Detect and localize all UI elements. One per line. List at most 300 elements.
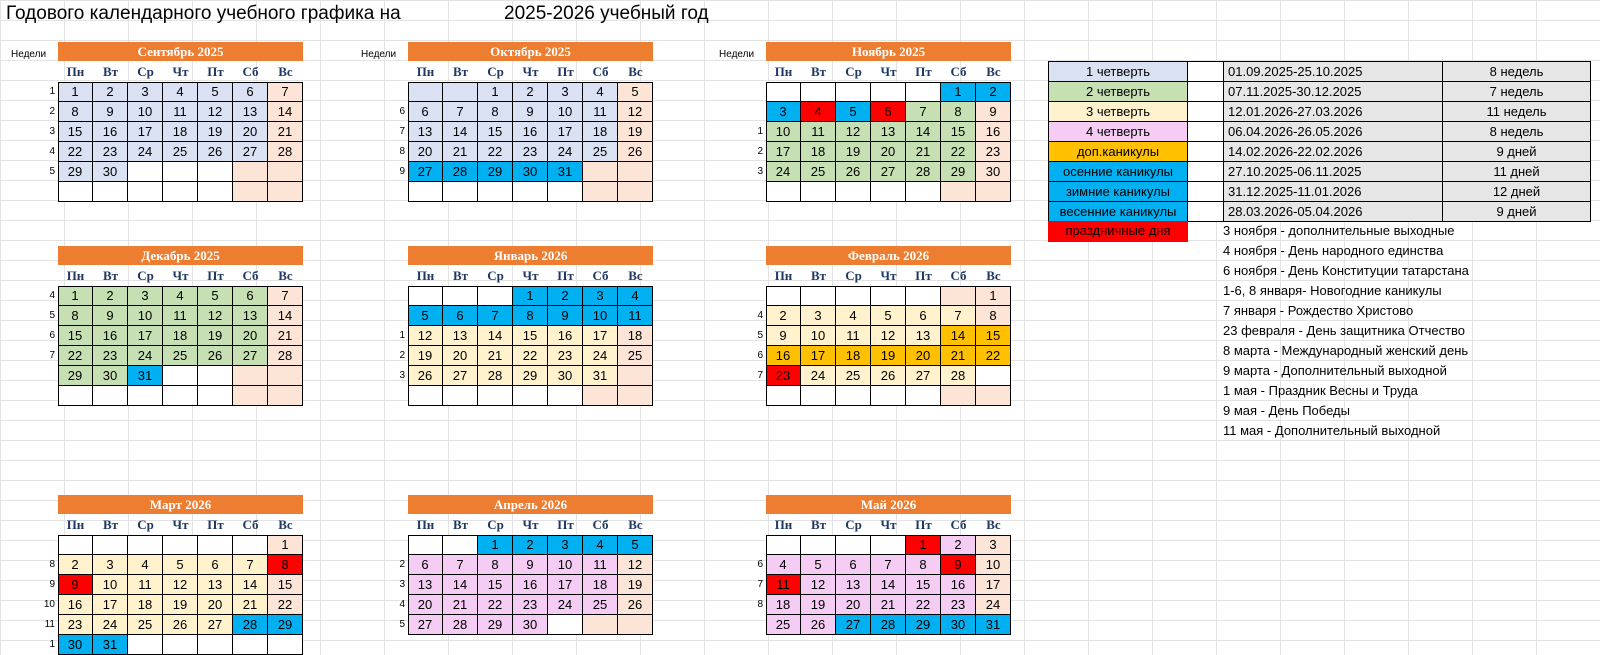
day-cell: 16 [513, 575, 548, 595]
empty-day-cell [583, 615, 618, 635]
day-cell: 21 [443, 595, 478, 615]
day-cell: 10 [976, 555, 1011, 575]
empty-day-cell [766, 82, 801, 102]
day-cell: 17 [548, 575, 583, 595]
day-cell: 6 [871, 102, 906, 122]
legend-duration: 8 недель [1443, 121, 1591, 142]
empty-day-cell [408, 535, 443, 555]
day-cell: 29 [478, 162, 513, 182]
day-cell: 28 [443, 162, 478, 182]
day-cell: 6 [906, 306, 941, 326]
empty-day-cell [478, 386, 513, 406]
day-cell: 4 [128, 555, 163, 575]
empty-day-cell [268, 162, 303, 182]
day-cell: 12 [198, 306, 233, 326]
day-cell: 20 [906, 346, 941, 366]
day-cell: 27 [198, 615, 233, 635]
day-cell: 30 [941, 615, 976, 635]
empty-day-cell [163, 366, 198, 386]
month-title: Январь 2026 [408, 246, 653, 265]
weekday-header: Сб [242, 517, 259, 532]
day-cell: 18 [836, 346, 871, 366]
day-cell: 20 [836, 595, 871, 615]
day-cell: 21 [871, 595, 906, 615]
day-cell: 1 [513, 286, 548, 306]
empty-day-cell [871, 535, 906, 555]
day-cell: 24 [548, 595, 583, 615]
week-number: 5 [757, 330, 763, 341]
day-cell: 9 [93, 306, 128, 326]
weekday-header: Пн [774, 268, 793, 283]
empty-day-cell [233, 535, 268, 555]
day-cell: 15 [478, 575, 513, 595]
month-title: Сентябрь 2025 [58, 42, 303, 61]
month-title: Октябрь 2025 [408, 42, 653, 61]
weekday-header: Сб [242, 268, 259, 283]
empty-day-cell [408, 286, 443, 306]
day-cell: 16 [93, 122, 128, 142]
day-cell: 14 [906, 122, 941, 142]
week-number: 6 [399, 106, 405, 117]
week-number: 7 [757, 579, 763, 590]
day-cell: 25 [801, 162, 836, 182]
day-cell: 11 [163, 102, 198, 122]
empty-day-cell [583, 162, 618, 182]
weekday-header: Вт [452, 517, 469, 532]
empty-day-cell [801, 386, 836, 406]
day-cell: 4 [801, 102, 836, 122]
day-cell: 21 [443, 142, 478, 162]
legend-gap [1188, 81, 1223, 102]
day-cell: 26 [408, 366, 443, 386]
day-cell: 8 [906, 555, 941, 575]
day-cell: 27 [871, 162, 906, 182]
day-cell: 31 [93, 635, 128, 655]
weekday-header: Пт [207, 268, 224, 283]
day-cell: 6 [198, 555, 233, 575]
day-cell: 22 [513, 346, 548, 366]
day-cell: 19 [836, 142, 871, 162]
empty-day-cell [548, 386, 583, 406]
day-cell: 7 [268, 286, 303, 306]
empty-day-cell [93, 535, 128, 555]
weekday-header: Ср [137, 268, 154, 283]
weekday-header: Вт [810, 64, 827, 79]
legend-period-name: зимние каникулы [1048, 181, 1188, 202]
empty-day-cell [58, 535, 93, 555]
empty-day-cell [93, 386, 128, 406]
day-cell: 2 [976, 82, 1011, 102]
day-cell: 3 [548, 82, 583, 102]
day-cell: 26 [198, 346, 233, 366]
legend-duration: 11 дней [1443, 161, 1591, 182]
day-cell: 31 [976, 615, 1011, 635]
empty-day-cell [128, 162, 163, 182]
week-number: 3 [757, 166, 763, 177]
legend-duration: 9 дней [1443, 201, 1591, 222]
day-cell: 5 [801, 555, 836, 575]
legend-date-range: 12.01.2026-27.03.2026 [1223, 101, 1443, 122]
legend-period-name: доп.каникулы [1048, 141, 1188, 162]
weekday-header: Чт [522, 64, 539, 79]
week-number: 1 [757, 126, 763, 137]
legend-duration: 12 дней [1443, 181, 1591, 202]
weekday-header: Чт [522, 268, 539, 283]
empty-day-cell [443, 182, 478, 202]
week-number: 8 [757, 599, 763, 610]
day-cell: 14 [443, 122, 478, 142]
day-cell: 24 [766, 162, 801, 182]
day-cell: 7 [443, 102, 478, 122]
day-cell: 29 [906, 615, 941, 635]
day-cell: 19 [198, 122, 233, 142]
week-number: 2 [757, 146, 763, 157]
empty-day-cell [128, 535, 163, 555]
empty-day-cell [268, 366, 303, 386]
empty-day-cell [976, 386, 1011, 406]
day-cell: 22 [478, 142, 513, 162]
weekday-header: Пт [557, 64, 574, 79]
week-number: 5 [49, 166, 55, 177]
page-title: Годового календарного учебного графика на [6, 3, 401, 24]
day-cell: 11 [583, 102, 618, 122]
day-cell: 30 [93, 366, 128, 386]
day-cell: 16 [513, 122, 548, 142]
weekday-header: Пн [66, 517, 85, 532]
day-cell: 14 [233, 575, 268, 595]
day-cell: 1 [268, 535, 303, 555]
legend-period-name: 3 четверть [1048, 101, 1188, 122]
day-cell: 25 [766, 615, 801, 635]
empty-day-cell [268, 386, 303, 406]
day-cell: 12 [163, 575, 198, 595]
day-cell: 17 [93, 595, 128, 615]
empty-day-cell [836, 286, 871, 306]
day-cell: 9 [766, 326, 801, 346]
weekday-header: Пт [915, 517, 932, 532]
week-number: 5 [49, 310, 55, 321]
day-cell: 13 [906, 326, 941, 346]
day-cell: 19 [198, 326, 233, 346]
day-cell: 6 [233, 82, 268, 102]
weekday-header: Ср [487, 268, 504, 283]
holiday-list-item: 9 марта - Дополнительный выходной [1223, 363, 1447, 378]
day-cell: 1 [478, 82, 513, 102]
holiday-list-item: 11 мая - Дополнительный выходной [1223, 423, 1441, 438]
legend-period-name: 2 четверть [1048, 81, 1188, 102]
day-cell: 7 [871, 555, 906, 575]
weekday-header: Вс [986, 268, 1001, 283]
week-number: 6 [49, 330, 55, 341]
day-cell: 29 [268, 615, 303, 635]
day-cell: 11 [128, 575, 163, 595]
day-cell: 25 [618, 346, 653, 366]
weekday-header: Пт [207, 64, 224, 79]
day-cell: 6 [443, 306, 478, 326]
empty-day-cell [198, 162, 233, 182]
empty-day-cell [128, 635, 163, 655]
empty-day-cell [871, 286, 906, 306]
day-cell: 15 [478, 122, 513, 142]
weekday-header: Пт [915, 64, 932, 79]
weekday-header: Пн [416, 64, 435, 79]
day-cell: 1 [941, 82, 976, 102]
day-cell: 20 [233, 122, 268, 142]
week-number: 4 [49, 290, 55, 301]
day-cell: 13 [198, 575, 233, 595]
day-cell: 20 [443, 346, 478, 366]
day-cell: 19 [871, 346, 906, 366]
day-cell: 26 [836, 162, 871, 182]
empty-day-cell [233, 366, 268, 386]
weekday-header: Пн [774, 517, 793, 532]
day-cell: 22 [906, 595, 941, 615]
day-cell: 18 [163, 326, 198, 346]
empty-day-cell [163, 182, 198, 202]
empty-day-cell [801, 82, 836, 102]
day-cell: 31 [128, 366, 163, 386]
day-cell: 17 [128, 326, 163, 346]
day-cell: 23 [976, 142, 1011, 162]
week-number: 7 [399, 126, 405, 137]
day-cell: 1 [976, 286, 1011, 306]
week-number: 3 [49, 126, 55, 137]
day-cell: 14 [478, 326, 513, 346]
day-cell: 23 [93, 346, 128, 366]
empty-day-cell [618, 162, 653, 182]
empty-day-cell [163, 535, 198, 555]
school-year-title: 2025-2026 учебный год [504, 3, 709, 24]
day-cell: 23 [941, 595, 976, 615]
day-cell: 30 [58, 635, 93, 655]
day-cell: 24 [801, 366, 836, 386]
empty-day-cell [408, 182, 443, 202]
day-cell: 4 [766, 555, 801, 575]
empty-day-cell [443, 535, 478, 555]
day-cell: 10 [93, 575, 128, 595]
weekday-header: Сб [950, 268, 967, 283]
legend-duration: 11 недель [1443, 101, 1591, 122]
empty-day-cell [478, 182, 513, 202]
day-cell: 11 [618, 306, 653, 326]
weekday-header: Ср [487, 517, 504, 532]
day-cell: 27 [408, 615, 443, 635]
empty-day-cell [268, 182, 303, 202]
weekday-header: Пт [557, 268, 574, 283]
day-cell: 26 [618, 142, 653, 162]
day-cell: 2 [548, 286, 583, 306]
day-cell: 29 [478, 615, 513, 635]
holiday-list-item: 9 мая - День Победы [1223, 403, 1350, 418]
day-cell: 18 [128, 595, 163, 615]
weekday-header: Ср [845, 64, 862, 79]
weekday-header: Вс [628, 268, 643, 283]
day-cell: 14 [871, 575, 906, 595]
day-cell: 25 [163, 346, 198, 366]
legend-period-name: 4 четверть [1048, 121, 1188, 142]
empty-day-cell [583, 386, 618, 406]
empty-day-cell [513, 386, 548, 406]
week-number: 9 [399, 166, 405, 177]
day-cell: 27 [836, 615, 871, 635]
empty-day-cell [618, 182, 653, 202]
weekday-header: Чт [172, 64, 189, 79]
day-cell: 3 [128, 286, 163, 306]
empty-day-cell [198, 535, 233, 555]
empty-day-cell [233, 182, 268, 202]
day-cell: 27 [233, 346, 268, 366]
weekday-header: Вс [278, 268, 293, 283]
day-cell: 3 [93, 555, 128, 575]
week-number: 2 [49, 106, 55, 117]
legend-date-range: 28.03.2026-05.04.2026 [1223, 201, 1443, 222]
day-cell: 10 [801, 326, 836, 346]
day-cell: 10 [128, 306, 163, 326]
day-cell: 14 [268, 306, 303, 326]
weekday-header: Ср [845, 268, 862, 283]
holiday-list-item: 1-6, 8 января- Новогодние каникулы [1223, 283, 1442, 298]
empty-day-cell [58, 386, 93, 406]
day-cell: 7 [233, 555, 268, 575]
day-cell: 23 [513, 142, 548, 162]
holiday-legend-label: праздничные дня [1048, 221, 1188, 242]
day-cell: 5 [871, 306, 906, 326]
day-cell: 10 [128, 102, 163, 122]
week-number: 2 [399, 559, 405, 570]
weekday-header: Чт [172, 517, 189, 532]
day-cell: 15 [976, 326, 1011, 346]
day-cell: 31 [548, 162, 583, 182]
empty-day-cell [766, 386, 801, 406]
day-cell: 2 [513, 82, 548, 102]
week-number: 7 [49, 350, 55, 361]
day-cell: 4 [618, 286, 653, 306]
day-cell: 24 [128, 142, 163, 162]
day-cell: 30 [513, 615, 548, 635]
empty-day-cell [233, 386, 268, 406]
day-cell: 13 [836, 575, 871, 595]
legend-period-name: 1 четверть [1048, 61, 1188, 82]
day-cell: 16 [93, 326, 128, 346]
weekday-header: Сб [592, 517, 609, 532]
empty-day-cell [198, 182, 233, 202]
day-cell: 20 [198, 595, 233, 615]
day-cell: 20 [408, 595, 443, 615]
day-cell: 18 [583, 122, 618, 142]
day-cell: 7 [906, 102, 941, 122]
weekday-header: Вт [452, 64, 469, 79]
weekday-header: Ср [845, 517, 862, 532]
day-cell: 28 [233, 615, 268, 635]
legend-date-range: 14.02.2026-22.02.2026 [1223, 141, 1443, 162]
day-cell: 18 [583, 575, 618, 595]
day-cell: 11 [801, 122, 836, 142]
legend-duration: 9 дней [1443, 141, 1591, 162]
day-cell: 18 [766, 595, 801, 615]
day-cell: 23 [93, 142, 128, 162]
legend-period-name: осенние каникулы [1048, 161, 1188, 182]
day-cell: 21 [478, 346, 513, 366]
day-cell: 12 [871, 326, 906, 346]
day-cell: 8 [268, 555, 303, 575]
day-cell: 1 [58, 82, 93, 102]
day-cell: 12 [618, 555, 653, 575]
empty-day-cell [766, 182, 801, 202]
day-cell: 25 [836, 366, 871, 386]
weekday-header: Сб [592, 64, 609, 79]
week-number: 1 [399, 330, 405, 341]
day-cell: 5 [836, 102, 871, 122]
day-cell: 24 [583, 346, 618, 366]
day-cell: 31 [583, 366, 618, 386]
weekday-header: Вс [278, 64, 293, 79]
holiday-list-item: 23 февраля - День защитника Отчество [1223, 323, 1466, 338]
day-cell: 17 [766, 142, 801, 162]
day-cell: 5 [408, 306, 443, 326]
day-cell: 15 [58, 122, 93, 142]
legend-date-range: 07.11.2025-30.12.2025 [1223, 81, 1443, 102]
day-cell: 13 [871, 122, 906, 142]
empty-day-cell [128, 386, 163, 406]
day-cell: 7 [443, 555, 478, 575]
day-cell: 7 [941, 306, 976, 326]
empty-day-cell [941, 182, 976, 202]
day-cell: 18 [163, 122, 198, 142]
empty-day-cell [583, 182, 618, 202]
empty-day-cell [618, 366, 653, 386]
day-cell: 13 [408, 122, 443, 142]
day-cell: 3 [766, 102, 801, 122]
day-cell: 8 [976, 306, 1011, 326]
day-cell: 13 [443, 326, 478, 346]
weekday-header: Вт [810, 268, 827, 283]
legend-gap [1188, 161, 1223, 182]
empty-day-cell [233, 635, 268, 655]
weekday-header: Сб [242, 64, 259, 79]
empty-day-cell [198, 635, 233, 655]
day-cell: 15 [513, 326, 548, 346]
day-cell: 6 [408, 102, 443, 122]
day-cell: 27 [233, 142, 268, 162]
day-cell: 9 [93, 102, 128, 122]
day-cell: 11 [163, 306, 198, 326]
day-cell: 17 [548, 122, 583, 142]
day-cell: 15 [58, 326, 93, 346]
day-cell: 2 [93, 286, 128, 306]
legend-date-range: 06.04.2026-26.05.2026 [1223, 121, 1443, 142]
empty-day-cell [198, 366, 233, 386]
empty-day-cell [836, 182, 871, 202]
empty-day-cell [408, 386, 443, 406]
weekday-header: Вс [278, 517, 293, 532]
day-cell: 8 [58, 102, 93, 122]
weekday-header: Пт [207, 517, 224, 532]
day-cell: 8 [513, 306, 548, 326]
empty-day-cell [941, 386, 976, 406]
weekday-header: Ср [137, 64, 154, 79]
empty-day-cell [766, 286, 801, 306]
day-cell: 11 [583, 555, 618, 575]
day-cell: 21 [906, 142, 941, 162]
weekday-header: Вс [628, 64, 643, 79]
empty-day-cell [871, 82, 906, 102]
day-cell: 12 [198, 102, 233, 122]
day-cell: 28 [443, 615, 478, 635]
day-cell: 30 [513, 162, 548, 182]
weekday-header: Чт [880, 268, 897, 283]
empty-day-cell [836, 386, 871, 406]
day-cell: 4 [836, 306, 871, 326]
